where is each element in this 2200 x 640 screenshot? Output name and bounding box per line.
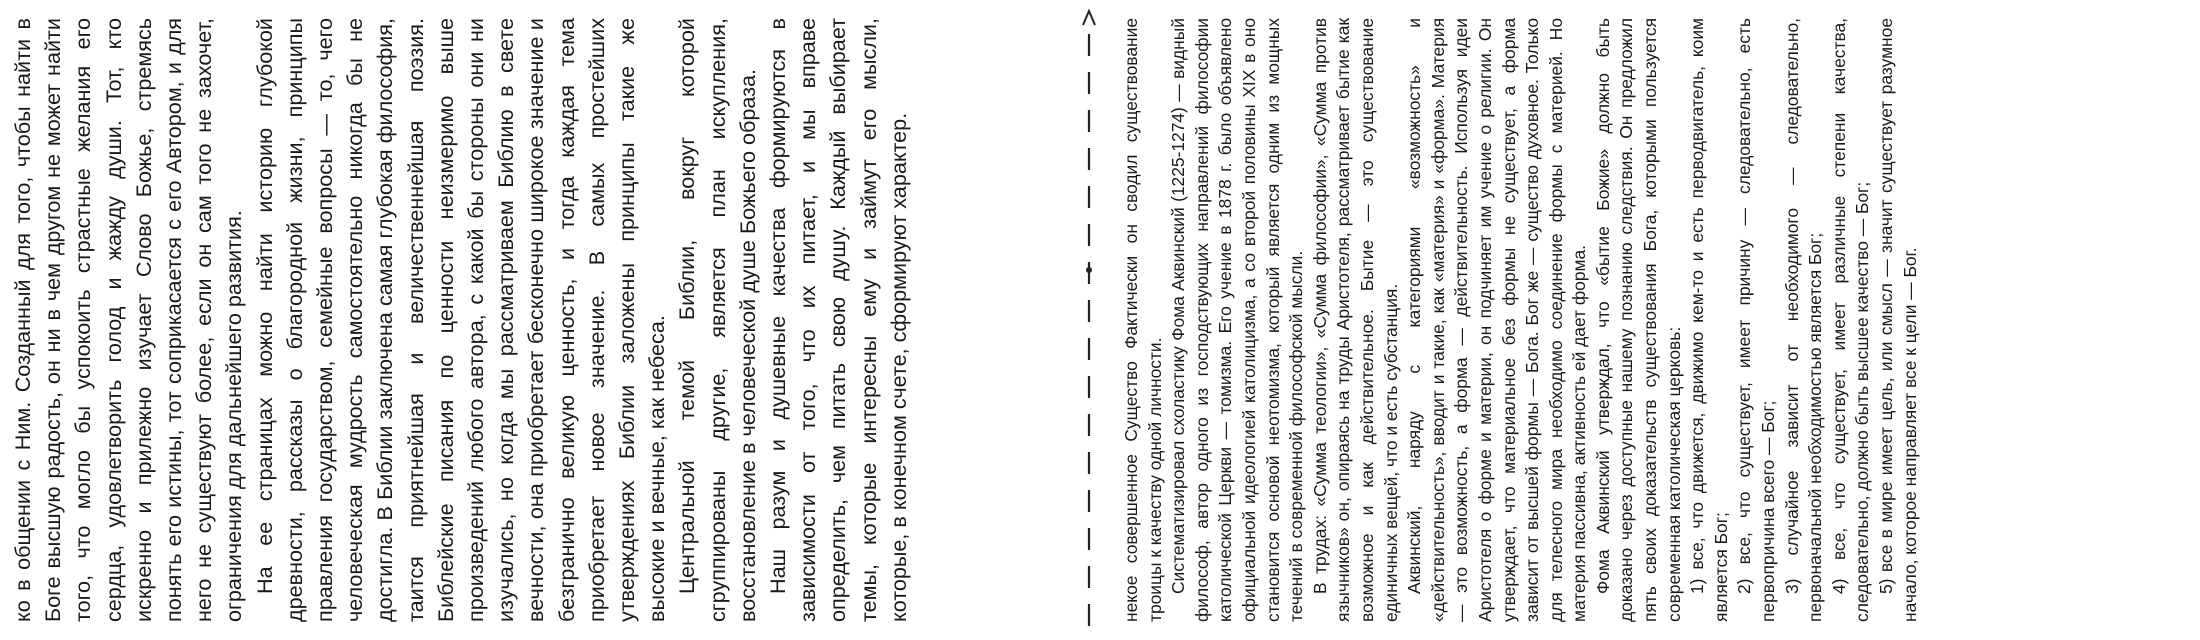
footnote-paragraph: некое совершенное Существо Фактически он сводил существование троицы к качеству одной личности.	[1121, 18, 1165, 622]
footnote-paragraph: Фома Аквинский утверждал, что «бытие Божие» должно быть доказано через доступные нашему познанию следствия. Он предложил пять своих доказательств существования Бога, которыми пользуется современная католическая церковь:	[1592, 18, 1684, 622]
proof-list-item: 4) все, что существует, имеет различные степени качества, следовательно, должно быть высшее качество — Бог;	[1828, 18, 1873, 622]
proof-list-item: 5) все в мире имеет цель, или смысл — значит существует разумное начало, которое направляет все к цели — Бог.	[1876, 18, 1920, 622]
dashed-cut-line	[1082, 0, 1096, 640]
proof-list-item: 1) все, что движется, движимо кем-то и есть перводвигатель, коим является Бог;	[1687, 18, 1731, 622]
main-paragraph: Наш разум и душевные качества формируются в зависимости от того, что их питает, и мы вправе определить, чем питать свою душу. Каждый выбирает темы, которые интересны ему и займут его мысли, которые, в конечном счете, сформируют характер.	[765, 18, 911, 622]
footnote-paragraph: В трудах: «Сумма теологии», «Сумма философии», «Сумма против язычников» он, опираясь на труды Аристотеля, рассматривает бытие как возможное и как действительное. Бытие — это существование единичных вещей, что и есть субстанция.	[1309, 18, 1401, 622]
main-paragraph: Центральной темой Библии, вокруг которой сгруппированы другие, является план искупления, восстановление в человеческой душе Божьего образа.	[674, 18, 760, 622]
proof-list-item: 3) случайное зависит от необходимого — следовательно, первоначальной необходимостью является Бог;	[1781, 18, 1826, 622]
main-text-column	[8, 18, 1038, 622]
footnote-column	[1120, 18, 2195, 622]
proof-list-item: 2) все, что существует, имеет причину — следовательно, есть первопричина всего — Бог;	[1734, 18, 1779, 622]
scissors-icon	[1083, 11, 1095, 25]
main-paragraph: На ее страницах можно найти историю глубокой древности, рассказы о благородной жизни, принципы правления государством, семейные вопросы — то, чего человеческая мудрость самостоятельно никогда бы не достигла. В Библии заключена самая глубокая философия, таится приятнейшая и величественнейшая поэзия. Библейские писания по ценности неизмеримо выше произведений любого автора, с какой бы стороны они ни изучались, но когда мы рассматриваем Библию в свете вечности, она приобретает бесконечно широкое значение и безгранично великую ценность, и тогда каждая тема приобретает новое значение. В самых простейших утверждениях Библии заложены принципы такие же высокие и вечные, как небеса.	[251, 18, 670, 622]
dot-mark	[1086, 267, 1092, 273]
main-paragraph: ко в общении с Ним. Созданный для того, чтобы найти в Боге высшую радость, он ни в чем другом не может найти того, что могло бы успокоить страстные желания его сердца, удовлетворить голод и жажду души. Тот, кто искренно и прилежно изучает Слово Божье, стремясь понять его истины, тот соприкасается с его Автором, и для него не существуют более, если он сам того не захочет, ограничения для дальнейшего развития.	[10, 18, 247, 622]
footnote-paragraph: Систематизировал схоластику Фома Аквинский (1225-1274) — видный философ, автор одного из господствующих направлений философии католической Церкви — томизма. Его учение в 1878 г. было объявлено официальной идеологией католицизма, а со второй половины XIX в оно становится основой неотомизма, который является одним из мощных течений в современной философской мысли.	[1168, 18, 1307, 622]
footnote-paragraph: Аквинский, наряду с категориями «возможность» и «действительность», вводит и такие, как «материя» и «форма». Материя — это возможность, а форма — действительность. Используя идеи Аристотеля о форме и материи, он подчиняет им учение о религии. Он утверждает, что материальное без формы не существует, а форма зависит от высшей формы — Бога. Бог же — существо духовное. Только для телесного мира необходимо соединение формы с материей. Но материя пассивна, активность ей дает форма.	[1404, 18, 1590, 622]
